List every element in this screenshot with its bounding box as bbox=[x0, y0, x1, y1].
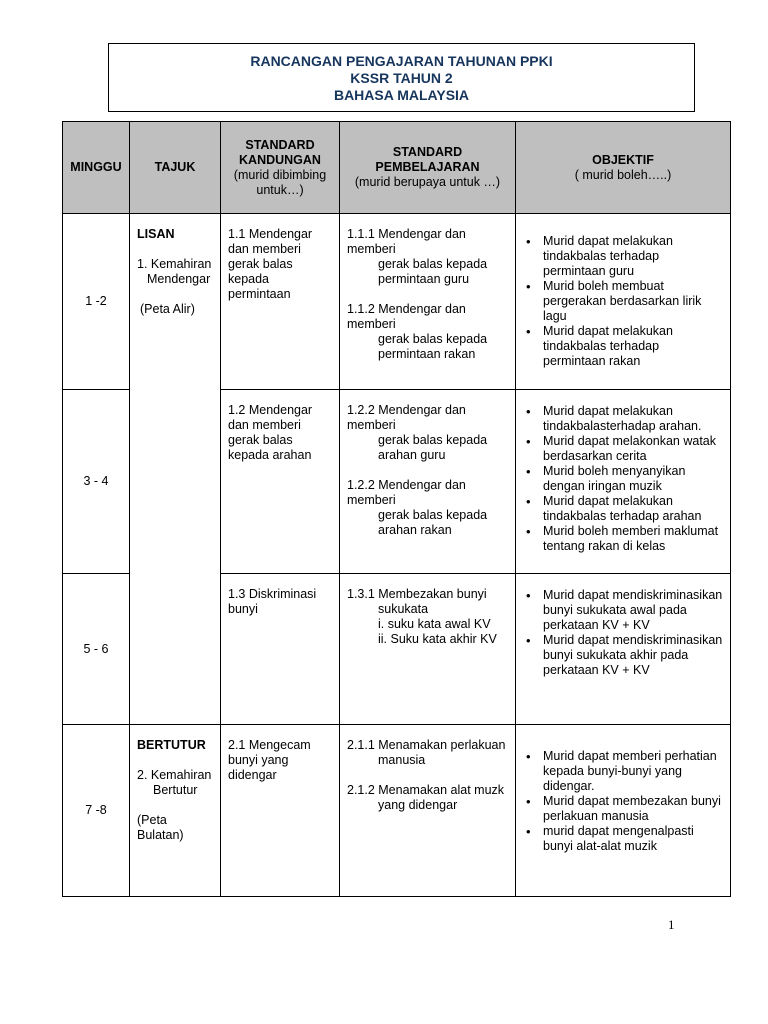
title-line-3: BAHASA MALAYSIA bbox=[333, 87, 470, 103]
standard-pembelajaran-cell bbox=[340, 214, 516, 390]
sp-item-detail: gerak balas kepada arahan rakan bbox=[378, 508, 488, 537]
sp-item: 2.1.1 Menamakan perlakuan bbox=[347, 738, 506, 752]
objektif-cell bbox=[516, 725, 731, 897]
title-line-2: KSSR TAHUN 2 bbox=[350, 70, 453, 86]
header-tajuk: TAJUK bbox=[130, 122, 221, 214]
objective-item: • Murid dapat melakukan tindakbalas terhadap permintaan guru bbox=[524, 234, 724, 279]
tajuk-cell bbox=[130, 574, 221, 725]
sp-item-detail: yang didengar bbox=[378, 798, 458, 812]
tajuk-heading: BERTUTUR bbox=[137, 738, 206, 752]
table-header-row bbox=[63, 122, 731, 214]
header-standard-pembelajaran: STANDARD PEMBELAJARAN (murid berupaya untuk …) bbox=[340, 122, 516, 214]
title-line-1: RANCANGAN PENGAJARAN TAHUNAN PPKI bbox=[250, 53, 553, 69]
sp-item: 1.2.2 Mendengar dan memberi bbox=[347, 403, 466, 432]
header-sp-note: (murid berupaya untuk …) bbox=[354, 175, 501, 189]
objective-item: • Murid dapat melakukan tindakbalas terhadap arahan bbox=[524, 494, 724, 524]
tajuk-heading: LISAN bbox=[137, 227, 175, 241]
sp-subitem: ii. Suku kata akhir KV bbox=[378, 632, 497, 646]
tajuk-skill: 1. Kemahiran bbox=[137, 257, 212, 271]
objective-item: • Murid dapat melakukan tindakbalasterhadap arahan. bbox=[524, 404, 724, 434]
table-row bbox=[63, 574, 731, 725]
objektif-cell bbox=[516, 574, 731, 725]
tajuk-cell bbox=[130, 725, 221, 897]
objective-item: • Murid boleh memberi maklumat tentang rakan di kelas bbox=[524, 524, 724, 554]
objective-item: • Murid boleh membuat pergerakan berdasarkan lirik lagu bbox=[524, 279, 724, 324]
lesson-plan-table bbox=[62, 121, 731, 897]
table-row bbox=[63, 390, 731, 574]
sp-subitem: i. suku kata awal KV bbox=[378, 617, 491, 631]
header-minggu: MINGGU bbox=[63, 122, 130, 214]
sp-item-detail: manusia bbox=[378, 753, 426, 767]
week-cell: 5 - 6 bbox=[63, 574, 130, 725]
sp-item-detail: gerak balas kepada permintaan rakan bbox=[378, 332, 488, 361]
objective-item: • Murid boleh menyanyikan dengan iringan muzik bbox=[524, 464, 724, 494]
objektif-cell bbox=[516, 390, 731, 574]
tajuk-skill: 2. Kemahiran bbox=[137, 768, 212, 782]
week-cell: 7 -8 bbox=[63, 725, 130, 897]
objective-item: • Murid dapat memberi perhatian kepada bunyi-bunyi yang didengar. bbox=[524, 749, 724, 794]
header-sk-note: (murid dibimbing untuk…) bbox=[233, 167, 327, 197]
document-title-box bbox=[108, 43, 695, 112]
tajuk-skill-name: Bertutur bbox=[153, 783, 198, 797]
objective-item: • Murid dapat melakukan tindakbalas terhadap permintaan rakan bbox=[524, 324, 724, 369]
standard-pembelajaran-cell bbox=[340, 574, 516, 725]
sp-item-detail: gerak balas kepada arahan guru bbox=[378, 433, 488, 462]
header-objektif: OBJEKTIF ( murid boleh…..) bbox=[516, 122, 731, 214]
sp-item-detail: sukukata bbox=[378, 602, 429, 616]
objective-item: • Murid dapat melakonkan watak berdasarkan cerita bbox=[524, 434, 724, 464]
sp-item: 1.1.1 Mendengar dan memberi bbox=[347, 227, 466, 256]
sp-item: 1.2.2 Mendengar dan memberi bbox=[347, 478, 466, 507]
table-row bbox=[63, 214, 731, 390]
tajuk-cell bbox=[130, 390, 221, 574]
standard-kandungan-cell: 1.1 Mendengar dan memberi gerak balas kepada permintaan bbox=[221, 214, 340, 390]
standard-pembelajaran-cell bbox=[340, 725, 516, 897]
objective-item: • Murid dapat membezakan bunyi perlakuan manusia bbox=[524, 794, 724, 824]
objective-item: • Murid dapat mendiskriminasikan bunyi sukukata awal pada perkataan KV + KV bbox=[524, 588, 724, 633]
tajuk-map: (Peta Bulatan) bbox=[137, 813, 184, 842]
sp-item: 1.1.2 Mendengar dan memberi bbox=[347, 302, 466, 331]
header-standard-kandungan: STANDARD KANDUNGAN (murid dibimbing untuk…) bbox=[221, 122, 340, 214]
objective-item: • Murid dapat mendiskriminasikan bunyi sukukata akhir pada perkataan KV + KV bbox=[524, 633, 724, 678]
standard-kandungan-cell: 1.2 Mendengar dan memberi gerak balas kepada arahan bbox=[221, 390, 340, 574]
tajuk-map: (Peta Alir) bbox=[140, 302, 195, 316]
week-cell: 1 -2 bbox=[63, 214, 130, 390]
tajuk-cell bbox=[130, 214, 221, 390]
standard-kandungan-cell: 2.1 Mengecam bunyi yang didengar bbox=[221, 725, 340, 897]
tajuk-skill-name: Mendengar bbox=[147, 272, 211, 286]
sp-item-detail: gerak balas kepada permintaan guru bbox=[378, 257, 488, 286]
sp-item: 2.1.2 Menamakan alat muzk bbox=[347, 783, 505, 797]
week-cell: 3 - 4 bbox=[63, 390, 130, 574]
table-row bbox=[63, 725, 731, 897]
objective-item: • murid dapat mengenalpasti bunyi alat-alat muzik bbox=[524, 824, 724, 854]
header-obj-note: ( murid boleh…..) bbox=[574, 167, 672, 182]
page-number: 1 bbox=[668, 917, 675, 932]
standard-pembelajaran-cell bbox=[340, 390, 516, 574]
objektif-cell bbox=[516, 214, 731, 390]
sp-item: 1.3.1 Membezakan bunyi bbox=[347, 587, 487, 601]
standard-kandungan-cell: 1.3 Diskriminasi bunyi bbox=[221, 574, 340, 725]
